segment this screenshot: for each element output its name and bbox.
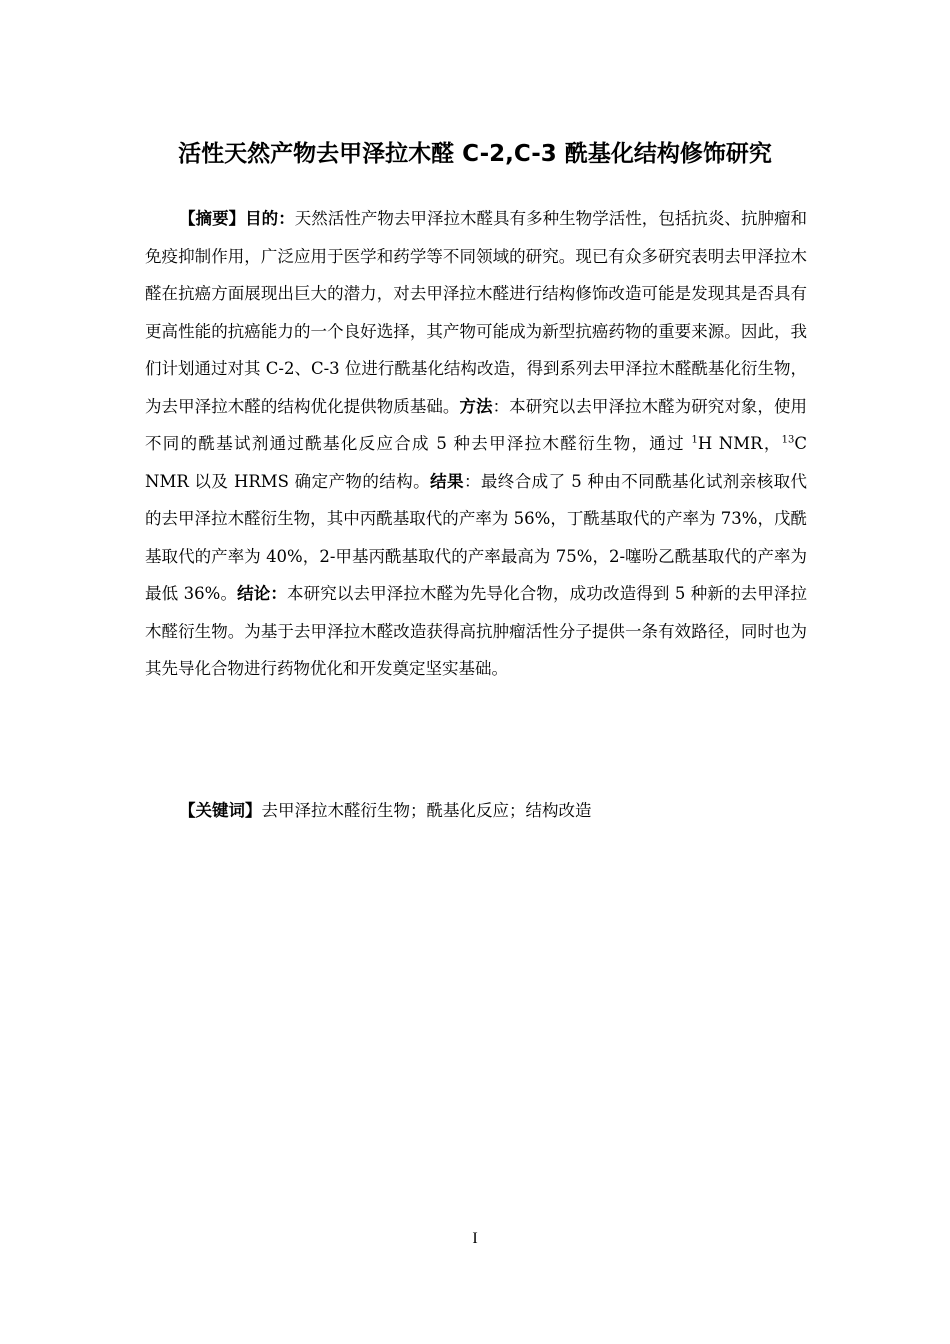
abstract-heading: 【摘要】 (179, 209, 246, 228)
result-label: 结果 (430, 471, 464, 491)
result-colon: ： (463, 471, 481, 491)
method-colon: ： (492, 396, 510, 416)
purpose-text: 天然活性产物去甲泽拉木醛具有多种生物学活性，包括抗炎、抗肿瘤和免疫抑制作用，广泛应用于医学和药学等不同领域的研究。现已有众多研究表明去甲泽拉木醛在抗癌方面展现出巨大的潜力，对去甲泽拉木醛进行结构修饰改造可能是发现其是否具有更高性能的抗癌能力的一个良好选择，其产物可能成为新型抗癌药物的重要来源。因此，我们计划通过对其 C-2、C-3 位进行酰基化结构改造，得到系列去甲泽拉木醛酰基化衍生物，为去甲泽拉木醛的结构优化提供物质基础。 (145, 209, 808, 416)
paper-title: 活性天然产物去甲泽拉木醛 C-2,C-3 酰基化结构修饰研究 (178, 141, 772, 167)
result-text: 最终合成了 5 种由不同酰基化试剂亲核取代的去甲泽拉木醛衍生物，其中丙酰基取代的产率为 56%，丁酰基取代的产率为 73%，戊酰基取代的产率为 40%，2-甲基丙酰基取代的产率最高为 75%，2-噻吩乙酰基取代的产率为最低 36%。 (145, 471, 807, 603)
method-text-c: C NMR 以及 HRMS 确定产物的结构。 (145, 434, 808, 491)
method-label: 方法 (459, 396, 493, 416)
method-text-b: H NMR， (697, 434, 782, 453)
keywords-text: 去甲泽拉木醛衍生物；酰基化反应；结构改造 (261, 801, 592, 820)
conclusion-text: 本研究以去甲泽拉木醛为先导化合物，成功改造得到 5 种新的去甲泽拉木醛衍生物。为基于去甲泽拉木醛改造获得高抗肿瘤活性分子提供一条有效路径，同时也为其先导化合物进行药物优化和开发奠定坚实基础。 (145, 584, 807, 678)
keywords-label: 【关键词】 (179, 801, 262, 820)
conclusion-label: 结论： (237, 584, 287, 603)
superscript-13: 13 (781, 434, 795, 446)
purpose-label: 目的： (245, 209, 295, 228)
superscript-1: 1 (691, 434, 698, 446)
page-number: I (472, 1230, 478, 1247)
abstract-paragraph (145, 200, 807, 688)
method-text-a: 本研究以去甲泽拉木醛为研究对象，使用不同的酰基试剂通过酰基化反应合成 5 种去甲泽拉木醛衍生物，通过 (145, 396, 808, 453)
keywords-paragraph (145, 792, 807, 830)
